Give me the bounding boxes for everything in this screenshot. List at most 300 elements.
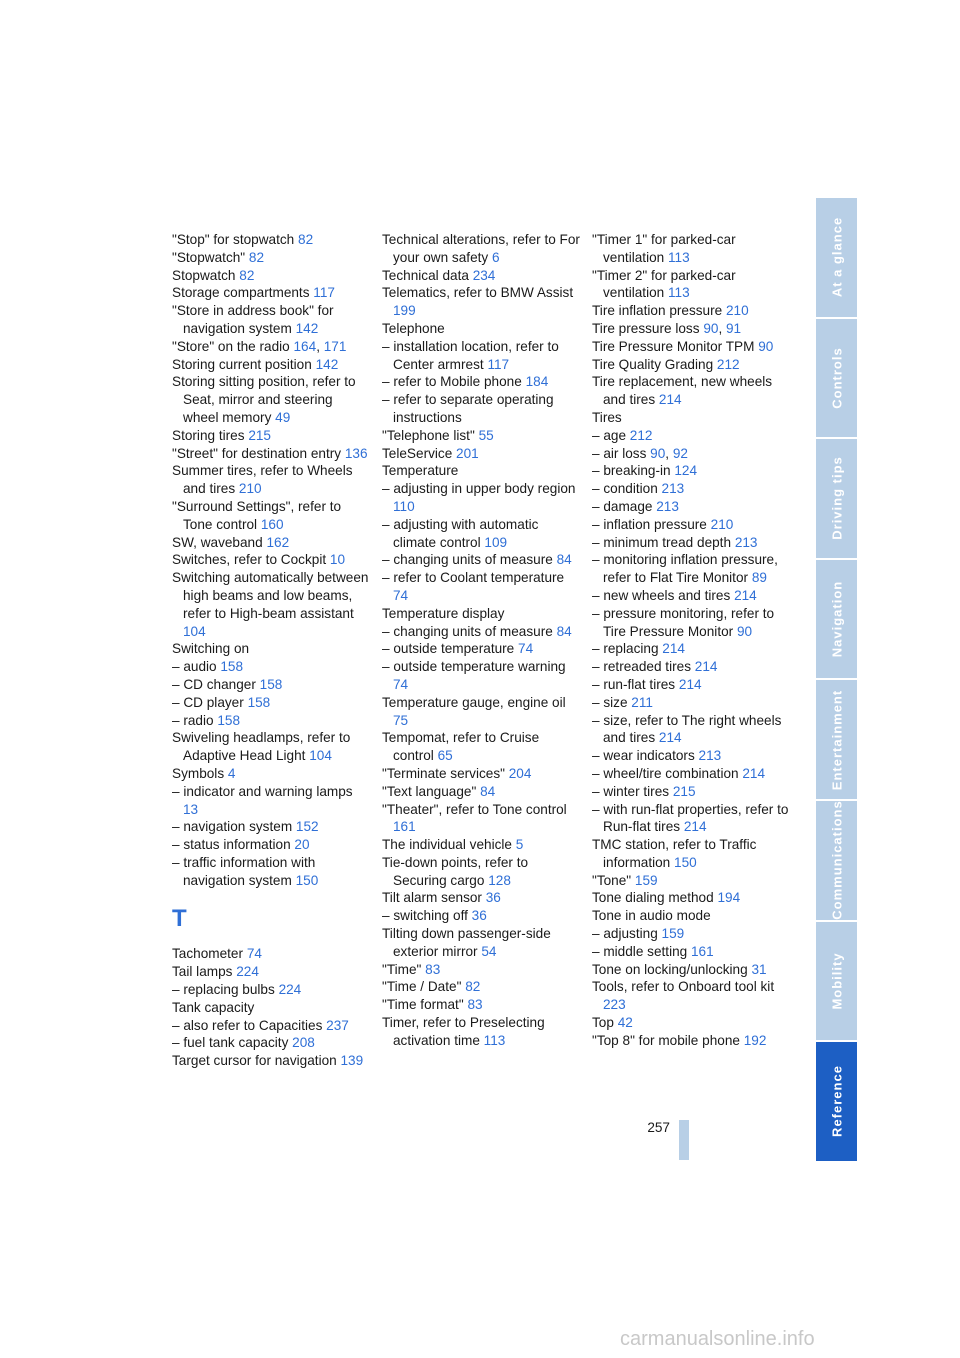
index-entry <box>382 338 580 374</box>
page-reference-link[interactable]: 55 <box>478 427 494 443</box>
page-reference-link[interactable]: 90 <box>758 338 774 354</box>
index-entry-text: The individual vehicle <box>382 837 516 853</box>
page-reference-link[interactable]: 92 <box>672 445 688 461</box>
index-entry <box>172 551 370 569</box>
section-tab-label: Navigation <box>829 580 844 658</box>
page-reference-link[interactable]: 49 <box>275 409 291 425</box>
index-entry <box>592 747 790 765</box>
index-entry-text: – switching off <box>382 908 472 924</box>
page-reference-link[interactable]: 214 <box>683 819 707 835</box>
page-reference-link[interactable]: 10 <box>329 552 346 568</box>
index-entry <box>592 534 790 552</box>
page-reference-link[interactable]: 161 <box>691 943 714 959</box>
index-entry-text: "Store" on the radio <box>172 338 294 354</box>
page-reference-link[interactable]: 90 <box>650 445 666 461</box>
index-entry <box>382 889 580 907</box>
index-entry <box>172 694 370 712</box>
page-reference-link[interactable]: 199 <box>393 303 416 319</box>
index-entry-text: – damage <box>592 498 657 514</box>
page-reference-link[interactable]: 74 <box>246 946 262 962</box>
index-entry <box>172 1034 370 1052</box>
page-reference-link[interactable]: 136 <box>344 445 368 461</box>
index-entry <box>172 356 370 374</box>
page-reference-link[interactable]: 104 <box>309 748 332 764</box>
page-reference-link[interactable]: 213 <box>734 534 758 550</box>
index-entry-text: "Stop" for stopwatch <box>172 232 299 247</box>
page-reference-link[interactable]: 109 <box>484 534 508 550</box>
index-entry-text: – adjusting <box>592 926 662 942</box>
section-tab[interactable] <box>816 560 857 681</box>
index-entry <box>592 267 790 303</box>
index-entry-text: – traffic information with navigation system <box>172 854 316 888</box>
page-reference-link[interactable]: 82 <box>465 979 481 995</box>
index-entry <box>172 231 370 249</box>
page-reference-link[interactable]: 158 <box>217 712 241 728</box>
index-entry <box>172 818 370 836</box>
index-entry-text: Stopwatch <box>172 267 240 283</box>
index-entry <box>592 889 790 907</box>
index-entry-text: – run-flat tires <box>592 676 679 692</box>
page-reference-link[interactable]: 42 <box>617 1015 633 1031</box>
index-entry-text: "Tone" <box>592 872 635 888</box>
index-entry-text: – adjusting with automatic climate control <box>382 516 539 550</box>
page-reference-link[interactable]: 31 <box>751 961 767 977</box>
page-reference-link[interactable]: 214 <box>662 641 685 657</box>
index-entry <box>592 231 790 267</box>
index-entry <box>172 534 370 552</box>
page-reference-link[interactable]: 5 <box>515 837 524 853</box>
index-entry-text: Summer tires, refer to Wheels and tires <box>172 463 353 497</box>
index-entry-text: – monitoring inflation pressure, refer to Flat Tire Monitor <box>592 552 778 586</box>
page-reference-link[interactable]: 164 <box>293 338 317 354</box>
index-entry-text: Tire Quality Grading <box>592 356 717 372</box>
index-entry: Tire pressure loss 90, 91 <box>592 320 742 336</box>
index-entry <box>592 694 790 712</box>
page-reference-link[interactable]: 184 <box>525 374 549 390</box>
index-entry-text: – CD changer <box>172 676 260 692</box>
index-entry-text: Tilt alarm sensor <box>382 890 486 906</box>
page-reference-link[interactable]: 104 <box>183 623 206 639</box>
page-reference-link[interactable]: 158 <box>247 694 271 710</box>
index-entry-text: – size, refer to The right wheels and tires <box>592 712 782 746</box>
page-reference-link[interactable]: 214 <box>694 659 718 675</box>
index-entry <box>172 963 370 981</box>
index-entry-text: "Time" <box>382 961 426 977</box>
index-column-2 <box>382 231 580 1050</box>
index-entry <box>382 462 580 480</box>
page-reference-link[interactable]: 113 <box>668 249 690 265</box>
index-entry-text: – adjusting in upper body region <box>382 481 576 497</box>
index-entry <box>592 765 790 783</box>
page-reference-link[interactable]: 201 <box>456 445 479 461</box>
index-entry <box>592 427 790 445</box>
page-reference-link[interactable]: 90 <box>736 623 753 639</box>
page-reference-link[interactable]: 158 <box>220 659 244 675</box>
index-entry <box>592 462 790 480</box>
section-tabs <box>816 198 857 1163</box>
page-reference-link[interactable]: 194 <box>717 890 741 906</box>
index-entry-text: Technical alterations, refer to For your own safety <box>382 232 580 265</box>
index-entry <box>592 801 790 837</box>
index-entry <box>592 640 790 658</box>
index-entry-text: Tone dialing method <box>592 890 718 906</box>
index-entry-text: – size <box>592 694 632 710</box>
index-entry-text: – new wheels and tires <box>592 587 735 603</box>
page-reference-link[interactable]: 234 <box>472 267 496 283</box>
page-reference-link[interactable]: 4 <box>227 765 236 781</box>
index-entry <box>382 373 580 391</box>
section-tab-label: At a glance <box>829 217 844 298</box>
page-reference-link[interactable]: 152 <box>295 819 319 835</box>
index-entry-text: – minimum tread depth <box>592 534 735 550</box>
page-reference-link[interactable]: 74 <box>393 676 409 692</box>
index-entry-text: – winter tires <box>592 783 673 799</box>
page-reference-link[interactable]: 237 <box>326 1017 349 1033</box>
index-entry-text: – audio <box>172 659 221 675</box>
index-entry <box>172 249 370 267</box>
page-reference-link[interactable]: 213 <box>698 748 722 764</box>
index-entry <box>172 1052 370 1070</box>
page-reference-link[interactable]: 83 <box>467 997 483 1013</box>
index-entry <box>172 729 370 765</box>
page-reference-link[interactable]: 150 <box>674 854 697 870</box>
page-reference-link[interactable]: 214 <box>734 587 757 603</box>
page-reference-link[interactable]: 83 <box>425 961 441 977</box>
index-entry-text: – radio <box>172 712 218 728</box>
index-entry <box>382 569 580 605</box>
index-entry <box>382 231 580 267</box>
index-entry-text: – air loss <box>592 445 651 461</box>
page-reference-link[interactable]: 192 <box>743 1032 767 1048</box>
index-entry-text: – fuel tank capacity <box>172 1035 293 1051</box>
page-reference-link[interactable]: 65 <box>437 748 453 764</box>
section-tab[interactable] <box>816 319 857 440</box>
index-entry <box>382 783 580 801</box>
page-reference-link[interactable]: 84 <box>556 623 572 639</box>
index-entry-text: Tire inflation pressure <box>592 303 726 319</box>
index-entry-text: "Telephone list" <box>382 427 479 443</box>
index-entry: – air loss 90, 92 <box>592 445 688 461</box>
index-entry-text: – outside temperature warning <box>382 659 566 675</box>
index-entry-text: Tone on locking/unlocking <box>592 961 752 977</box>
page-reference-link[interactable]: 82 <box>298 232 314 247</box>
index-entry <box>172 783 370 819</box>
page-reference-link[interactable]: 211 <box>631 694 653 710</box>
index-entry-text: Tail lamps <box>172 964 237 980</box>
index-entry <box>382 445 580 463</box>
page-reference-link[interactable]: 213 <box>656 498 679 514</box>
page-reference-link[interactable]: 224 <box>236 964 259 980</box>
index-entry <box>382 284 580 320</box>
index-entry-text: Swiveling headlamps, refer to Adaptive Head Light <box>172 730 351 764</box>
page-reference-link[interactable]: 210 <box>238 481 262 497</box>
index-entry-text: "Time format" <box>382 997 468 1013</box>
index-entry-text: – wheel/tire combination <box>592 765 743 781</box>
page-reference-link[interactable]: 113 <box>668 285 690 301</box>
index-entry-text: "Street" for destination entry <box>172 445 345 461</box>
index-entry <box>382 623 580 641</box>
page-reference-link[interactable]: 214 <box>742 765 766 781</box>
index-entry <box>382 267 580 285</box>
index-entry <box>592 551 790 587</box>
index-entry-text: Temperature gauge, engine oil <box>382 694 566 710</box>
page-reference-link[interactable]: 36 <box>471 908 487 924</box>
index-entry-text: Tire replacement, new wheels and tires <box>592 374 773 408</box>
index-entry-text: – replacing <box>592 641 663 657</box>
page-reference-link[interactable]: 117 <box>313 285 335 301</box>
page-reference-link[interactable]: 214 <box>678 676 702 692</box>
index-entry <box>172 640 370 658</box>
index-entry-text: – retreaded tires <box>592 659 695 675</box>
page-reference-link[interactable]: 214 <box>658 730 682 746</box>
index-entry <box>592 712 790 748</box>
index-entry <box>592 925 790 943</box>
page-reference-link[interactable]: 159 <box>661 926 685 942</box>
section-tab[interactable] <box>816 198 857 319</box>
page-reference-link[interactable]: 213 <box>661 481 685 497</box>
index-entry-text: SW, waveband <box>172 534 267 550</box>
index-entry-text: – age <box>592 427 630 443</box>
index-entry-text: Storage compartments <box>172 285 314 301</box>
index-entry-text: Storing tires <box>172 427 249 443</box>
page-reference-link[interactable]: 212 <box>629 427 653 443</box>
index-entry <box>382 480 580 516</box>
section-tab-label: Entertainment <box>829 689 844 790</box>
page-reference-link[interactable]: 36 <box>485 890 501 906</box>
section-tab[interactable] <box>816 1042 857 1163</box>
index-entry <box>592 783 790 801</box>
section-tab[interactable] <box>816 439 857 560</box>
index-entry-text: Switching automatically between high beams and low beams, refer to High-beam assistant <box>172 570 369 621</box>
index-entry <box>382 320 580 338</box>
index-entry <box>172 284 370 302</box>
page-reference-link[interactable]: 124 <box>674 463 698 479</box>
index-entry-text: Target cursor for navigation <box>172 1053 341 1069</box>
index-entry <box>382 907 580 925</box>
index-entry-text: – installation location, refer to Center armrest <box>382 338 559 372</box>
index-entry <box>172 462 370 498</box>
index-entry <box>382 925 580 961</box>
index-entry-text: – condition <box>592 481 662 497</box>
page-reference-link[interactable]: 110 <box>393 498 415 514</box>
index-entry-text: Storing current position <box>172 356 316 372</box>
page-reference-link[interactable]: 6 <box>491 249 500 265</box>
index-entry-text: Top <box>592 1015 618 1031</box>
page-reference-link[interactable]: 223 <box>603 997 626 1013</box>
page-reference-link[interactable]: 89 <box>751 570 767 586</box>
index-entry <box>172 765 370 783</box>
section-tab[interactable] <box>816 922 857 1043</box>
page-reference-link[interactable]: 139 <box>340 1053 364 1069</box>
page-reference-link[interactable]: 84 <box>480 783 496 799</box>
page-reference-link[interactable]: 210 <box>710 516 734 532</box>
page-reference-link[interactable]: 128 <box>488 872 511 888</box>
page-reference-link[interactable]: 162 <box>266 534 290 550</box>
index-entry <box>382 658 580 694</box>
index-entry <box>172 267 370 285</box>
index-entry <box>382 427 580 445</box>
index-entry <box>592 498 790 516</box>
index-entry <box>382 765 580 783</box>
section-tab[interactable] <box>816 801 857 922</box>
page-reference-link[interactable]: 159 <box>634 872 658 888</box>
page-reference-link[interactable]: 208 <box>292 1035 315 1051</box>
page-reference-link[interactable]: 90 <box>703 320 719 336</box>
page-reference-link[interactable]: 212 <box>716 356 740 372</box>
index-entry-text: – status information <box>172 837 295 853</box>
index-entry <box>592 605 790 641</box>
index-entry-text: – replacing bulbs <box>172 982 279 998</box>
page-reference-link[interactable]: 224 <box>278 982 302 998</box>
index-entry-text: – with run-flat properties, refer to Run-flat tires <box>592 801 789 835</box>
index-entry <box>172 854 370 890</box>
index-entry-text: – refer to Mobile phone <box>382 374 526 390</box>
index-entry-text: Tilting down passenger-side exterior mirror <box>382 926 551 959</box>
page-reference-link[interactable]: 91 <box>726 320 742 336</box>
index-entry-text: Switches, refer to Cockpit <box>172 552 330 568</box>
index-entry <box>382 961 580 979</box>
index-entry-text: – also refer to Capacities <box>172 1017 327 1033</box>
index-letter-heading: T <box>172 905 187 933</box>
index-entry-text: Temperature <box>382 463 459 479</box>
page-reference-link[interactable]: 215 <box>672 783 696 799</box>
index-entry <box>382 729 580 765</box>
index-entry <box>382 551 580 569</box>
index-entry <box>172 712 370 730</box>
index-entry-text: "Store in address book" for navigation system <box>172 303 334 336</box>
index-entry-text: Tires <box>592 409 622 425</box>
index-entry-text: – breaking-in <box>592 463 675 479</box>
index-entry <box>382 978 580 996</box>
page-reference-link[interactable]: 74 <box>518 641 534 657</box>
index-entry <box>592 872 790 890</box>
page-reference-link[interactable]: 113 <box>483 1032 506 1048</box>
index-entry <box>172 373 370 426</box>
index-entry-text: "Stopwatch" <box>172 249 249 265</box>
index-entry <box>382 516 580 552</box>
section-tab[interactable] <box>816 680 857 801</box>
index-entry-text: "Timer 1" for parked-car ventilation <box>592 232 736 265</box>
index-entry <box>172 427 370 445</box>
page-reference-link[interactable]: 215 <box>248 427 271 443</box>
index-entry <box>592 658 790 676</box>
index-entry <box>172 981 370 999</box>
page-reference-link[interactable]: 160 <box>260 516 284 532</box>
index-column-1 <box>172 231 370 1070</box>
index-entry-text: Telephone <box>382 320 445 336</box>
index-entry-text: Technical data <box>382 267 473 283</box>
index-entry-text: Tachometer <box>172 946 247 962</box>
index-entry <box>592 338 790 356</box>
index-entry-text: Tire Pressure Monitor TPM <box>592 338 759 354</box>
index-entry-text: – CD player <box>172 694 248 710</box>
index-entry <box>592 978 790 1014</box>
index-entry <box>592 302 790 320</box>
index-entry-text: – indicator and warning lamps <box>172 783 353 799</box>
page-reference-link[interactable]: 84 <box>556 552 572 568</box>
index-entry <box>592 587 790 605</box>
page-reference-link[interactable]: 214 <box>658 392 682 408</box>
page-reference-link[interactable]: 74 <box>393 587 409 603</box>
index-entry-text: – navigation system <box>172 819 296 835</box>
index-entry-text: TMC station, refer to Traffic information <box>592 837 757 870</box>
index-entry-text: TeleService <box>382 445 457 461</box>
page-reference-link[interactable]: 171 <box>323 338 347 354</box>
index-entry <box>382 801 580 837</box>
index-entry <box>592 836 790 872</box>
page-reference-link[interactable]: 204 <box>508 765 532 781</box>
index-entry <box>172 569 370 640</box>
index-entry-text: – pressure monitoring, refer to Tire Pressure Monitor <box>592 605 775 639</box>
index-entry-text: Tire pressure loss <box>592 320 704 336</box>
index-entry <box>592 356 790 374</box>
index-entry <box>172 945 370 963</box>
page-reference-link[interactable]: 82 <box>239 267 255 283</box>
index-entry-text: Tone in audio mode <box>592 908 711 924</box>
index-entry <box>592 961 790 979</box>
page-reference-link[interactable]: 82 <box>248 249 265 265</box>
index-entry <box>382 605 580 623</box>
index-entry-text: Symbols <box>172 765 228 781</box>
index-entry-text: "Theater", refer to Tone control <box>382 801 567 817</box>
index-column-3 <box>592 231 790 1050</box>
index-entry-text: – refer to separate operating instructions <box>382 392 554 425</box>
page-reference-link[interactable]: 142 <box>315 356 339 372</box>
index-entry-text: "Time / Date" <box>382 979 466 995</box>
section-tab-label: Controls <box>829 347 844 409</box>
index-entry: "Store" on the radio 164, 171 <box>172 338 347 354</box>
page-reference-link[interactable]: 54 <box>481 943 497 959</box>
page-reference-link[interactable]: 158 <box>259 676 283 692</box>
index-entry <box>592 907 790 925</box>
index-entry-text: "Terminate services" <box>382 765 509 781</box>
index-entry-text: – changing units of measure <box>382 623 557 639</box>
index-entry <box>382 1014 580 1050</box>
index-entry <box>592 516 790 534</box>
section-tab-label: Communications <box>829 800 844 920</box>
page-reference-link[interactable]: 142 <box>295 320 319 336</box>
index-entry-text: "Timer 2" for parked-car ventilation <box>592 267 736 301</box>
index-entry-text: "Text language" <box>382 783 481 799</box>
page-reference-link[interactable]: 13 <box>183 801 199 817</box>
index-entry <box>172 302 370 338</box>
index-entry-text: Tempomat, refer to Cruise control <box>382 730 540 764</box>
index-entry-text: Tie-down points, refer to Securing cargo <box>382 854 529 888</box>
index-entry <box>592 1014 790 1032</box>
page-reference-link[interactable]: 150 <box>295 872 319 888</box>
index-entry <box>592 1032 790 1050</box>
page-reference-link[interactable]: 210 <box>725 303 749 319</box>
index-entry <box>172 445 370 463</box>
index-entry-text: – refer to Coolant temperature <box>382 570 565 586</box>
index-entry <box>172 676 370 694</box>
index-entry <box>592 676 790 694</box>
index-entry-text: Tools, refer to Onboard tool kit <box>592 979 775 995</box>
index-entry <box>592 409 790 427</box>
index-entry-text: Tank capacity <box>172 999 255 1015</box>
index-entry <box>382 391 580 427</box>
index-entry-text: "Top 8" for mobile phone <box>592 1032 744 1048</box>
index-entry-text: – inflation pressure <box>592 516 711 532</box>
page-reference-link[interactable]: 117 <box>487 356 510 372</box>
page-reference-link[interactable]: 20 <box>294 837 310 853</box>
page-reference-link[interactable]: 75 <box>393 712 409 728</box>
section-tab-label: Mobility <box>829 952 844 1010</box>
page-reference-link[interactable]: 161 <box>393 819 416 835</box>
index-entry-text: Storing sitting position, refer to Seat, mirror and steering wheel memory <box>172 374 356 425</box>
page-number: 257 <box>647 1120 670 1135</box>
index-entry <box>382 854 580 890</box>
